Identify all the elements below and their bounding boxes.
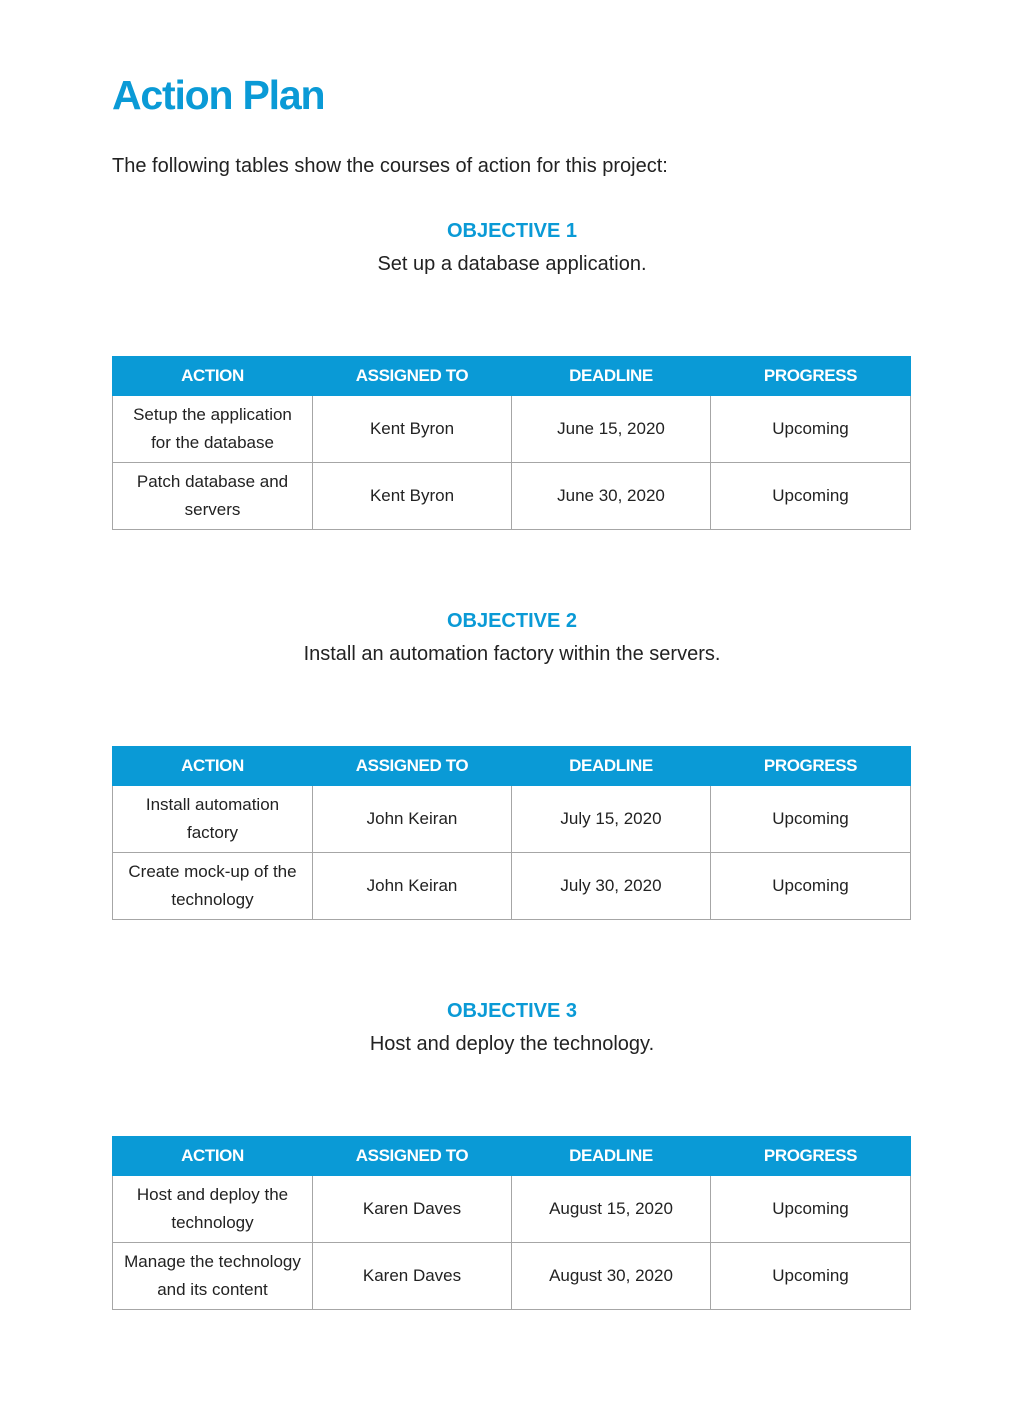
column-header-action: ACTION xyxy=(113,747,313,786)
cell-action: Host and deploy the technology xyxy=(113,1176,313,1243)
cell-assigned: John Keiran xyxy=(313,786,512,853)
cell-progress: Upcoming xyxy=(711,1176,911,1243)
cell-deadline: August 30, 2020 xyxy=(512,1243,711,1310)
cell-assigned: Karen Daves xyxy=(313,1176,512,1243)
table-header-row xyxy=(113,1137,911,1176)
action-table-3 xyxy=(112,1136,911,1310)
objective-heading: OBJECTIVE 3 xyxy=(446,1000,578,1022)
cell-progress: Upcoming xyxy=(711,463,911,530)
page-title: Action Plan xyxy=(112,72,325,118)
table-row xyxy=(113,463,911,530)
objective-description: Set up a database application. xyxy=(377,253,647,275)
column-header-progress: PROGRESS xyxy=(711,1137,911,1176)
column-header-deadline: DEADLINE xyxy=(512,747,711,786)
cell-progress: Upcoming xyxy=(711,1243,911,1310)
column-header-action: ACTION xyxy=(113,357,313,396)
column-header-deadline: DEADLINE xyxy=(512,357,711,396)
cell-action: Manage the technology and its content xyxy=(113,1243,313,1310)
cell-action: Install automation factory xyxy=(113,786,313,853)
cell-assigned: John Keiran xyxy=(313,853,512,920)
cell-assigned: Kent Byron xyxy=(313,396,512,463)
cell-deadline: August 15, 2020 xyxy=(512,1176,711,1243)
table-row xyxy=(113,853,911,920)
objective-heading: OBJECTIVE 1 xyxy=(446,220,578,242)
objective-1-header xyxy=(112,218,912,276)
table-row xyxy=(113,1243,911,1310)
cell-deadline: July 15, 2020 xyxy=(512,786,711,853)
cell-progress: Upcoming xyxy=(711,396,911,463)
intro-text: The following tables show the courses of action for this project: xyxy=(112,155,668,177)
cell-action: Create mock-up of the technology xyxy=(113,853,313,920)
cell-assigned: Kent Byron xyxy=(313,463,512,530)
cell-deadline: July 30, 2020 xyxy=(512,853,711,920)
column-header-progress: PROGRESS xyxy=(711,357,911,396)
cell-progress: Upcoming xyxy=(711,786,911,853)
column-header-action: ACTION xyxy=(113,1137,313,1176)
column-header-assigned: ASSIGNED TO xyxy=(313,1137,512,1176)
cell-action: Patch database and servers xyxy=(113,463,313,530)
table-row xyxy=(113,1176,911,1243)
objective-heading: OBJECTIVE 2 xyxy=(446,610,578,632)
table-header-row xyxy=(113,747,911,786)
action-table-1 xyxy=(112,356,911,530)
column-header-assigned: ASSIGNED TO xyxy=(313,357,512,396)
cell-progress: Upcoming xyxy=(711,853,911,920)
column-header-deadline: DEADLINE xyxy=(512,1137,711,1176)
cell-action: Setup the application for the database xyxy=(113,396,313,463)
table-row xyxy=(113,396,911,463)
cell-deadline: June 30, 2020 xyxy=(512,463,711,530)
table-header-row xyxy=(113,357,911,396)
action-table-2 xyxy=(112,746,911,920)
table-row xyxy=(113,786,911,853)
objective-description: Install an automation factory within the servers. xyxy=(303,643,721,665)
cell-assigned: Karen Daves xyxy=(313,1243,512,1310)
objective-3-header xyxy=(112,998,912,1056)
objective-2-header xyxy=(112,608,912,666)
column-header-assigned: ASSIGNED TO xyxy=(313,747,512,786)
cell-deadline: June 15, 2020 xyxy=(512,396,711,463)
column-header-progress: PROGRESS xyxy=(711,747,911,786)
objective-description: Host and deploy the technology. xyxy=(369,1033,655,1055)
